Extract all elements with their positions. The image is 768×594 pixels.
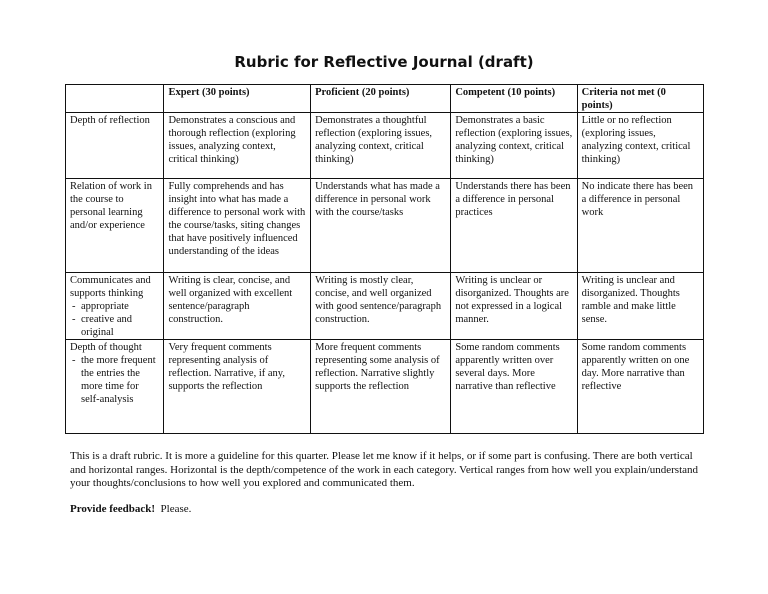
header-cell-expert: Expert (30 points)	[164, 85, 311, 113]
rubric-cell: More frequent comments representing some analysis of reflection. Narrative slightly supports the reflection	[311, 340, 451, 434]
rubric-notes: This is a draft rubric. It is more a guideline for this quarter. Please let me know if it helps, or if some part is confusing. There are both vertical and horizontal ranges. Horizontal is the depth/competence of the work in each category. Vertical ranges from how well you explain/understand your thoughts/conclusions to how well you explored and communicated them.	[70, 450, 699, 489]
rubric-cell: Demonstrates a conscious and thorough reflection (exploring issues, analyzing context, critical thinking)	[164, 113, 311, 179]
table-row	[66, 113, 704, 179]
rubric-cell: Writing is mostly clear, concise, and well organized with good sentence/paragraph construction.	[311, 273, 451, 340]
rubric-cell: No indicate there has been a difference in personal work	[577, 179, 703, 273]
rubric-cell: Writing is clear, concise, and well organized with excellent sentence/paragraph construction.	[164, 273, 311, 340]
criterion-item: - the more frequent the entries the more time for self-analysis	[81, 354, 159, 406]
rubric-table	[65, 84, 704, 434]
table-row	[66, 179, 704, 273]
table-row	[66, 273, 704, 340]
rubric-cell: Writing is unclear or disorganized. Thoughts are not expressed in a logical manner.	[451, 273, 577, 340]
rubric-cell: Some random comments apparently written on one day. More narrative than reflective	[577, 340, 703, 434]
rubric-cell: Fully comprehends and has insight into what has made a difference to personal work with the course/tasks, siting changes that have positively influenced understanding of the ideas	[164, 179, 311, 273]
criterion-item: - appropriate	[81, 300, 159, 313]
feedback-text: Please.	[160, 503, 192, 515]
header-row	[66, 85, 704, 113]
header-corner-cell	[66, 85, 164, 113]
rubric-cell: Some random comments apparently written over several days. More narrative than reflective	[451, 340, 577, 434]
criterion-cell: Communicates and supports thinking - appropriate - creative and original	[66, 273, 164, 340]
rubric-cell: Writing is unclear and disorganized. Thoughts ramble and make little sense.	[577, 273, 703, 340]
criterion-item: - creative and original	[81, 313, 159, 339]
header-cell-competent: Competent (10 points)	[451, 85, 577, 113]
rubric-cell: Very frequent comments representing analysis of reflection. Narrative, if any, supports the reflection	[164, 340, 311, 434]
rubric-cell: Little or no reflection (exploring issues, analyzing context, critical thinking)	[577, 113, 703, 179]
header-cell-criteria-not-met: Criteria not met (0 points)	[577, 85, 703, 113]
feedback-line	[70, 503, 191, 515]
rubric-cell: Understands there has been a difference in personal practices	[451, 179, 577, 273]
header-cell-proficient: Proficient (20 points)	[311, 85, 451, 113]
criterion-cell: Relation of work in the course to personal learning and/or experience	[66, 179, 164, 273]
rubric-cell: Demonstrates a thoughtful reflection (exploring issues, analyzing context, critical thinking)	[311, 113, 451, 179]
criterion-cell: Depth of reflection	[66, 113, 164, 179]
rubric-cell: Demonstrates a basic reflection (exploring issues, analyzing context, critical thinking)	[451, 113, 577, 179]
rubric-cell: Understands what has made a difference in personal work with the course/tasks	[311, 179, 451, 273]
document-title: Rubric for Reflective Journal (draft)	[234, 53, 534, 71]
table-row	[66, 340, 704, 434]
criterion-cell: Depth of thought - the more frequent the entries the more time for self-analysis	[66, 340, 164, 434]
feedback-label: Provide feedback!	[70, 503, 156, 515]
